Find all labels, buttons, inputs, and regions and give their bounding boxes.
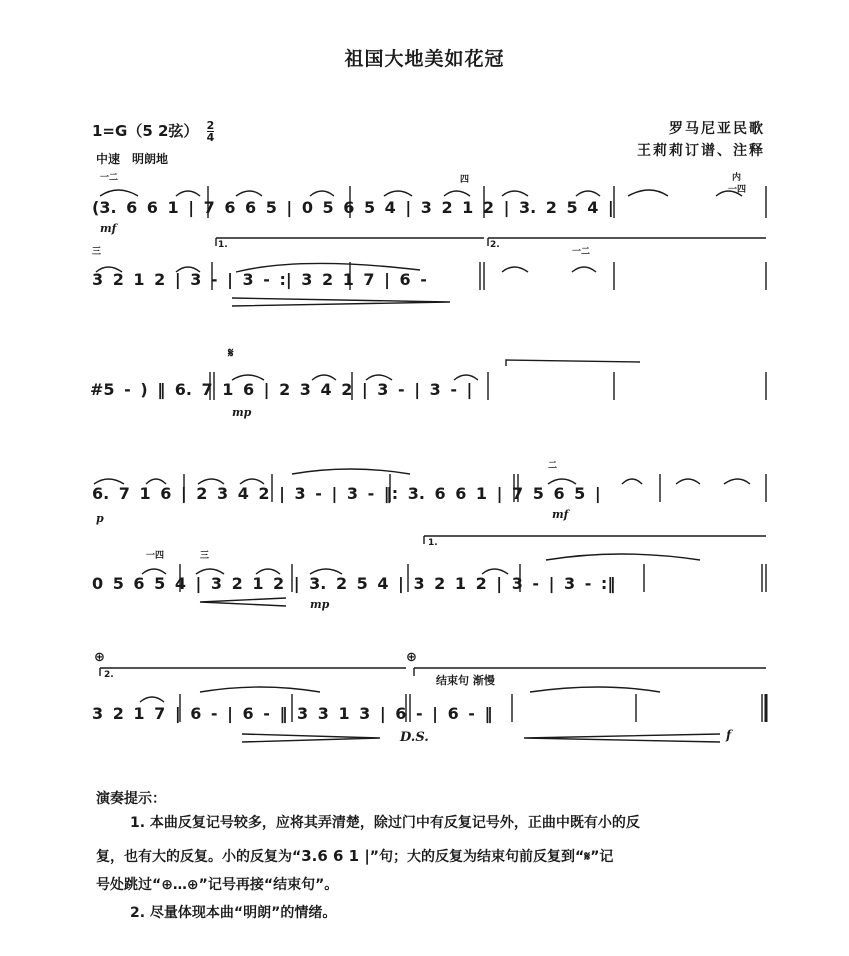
fingering-mark: 一二 bbox=[572, 247, 591, 257]
score-row-2: 3 2 1 2 | 3 - | 3 - :| 3 2 1 7 | 6 - bbox=[92, 270, 427, 289]
time-signature-top: 2 bbox=[206, 119, 215, 132]
fingering-mark: 一四 bbox=[728, 185, 747, 195]
fingering-mark: 一四 bbox=[146, 551, 165, 561]
dynamic-mf: mf bbox=[100, 222, 117, 235]
volta-2-label: 2. bbox=[104, 670, 114, 680]
fingering-mark: 四 bbox=[460, 175, 470, 185]
dynamic-p: p bbox=[96, 512, 104, 525]
tip-1-inline-notes: 3.6 6 1 | bbox=[301, 847, 370, 865]
composer-credit: 罗马尼亚民歌 bbox=[669, 121, 765, 137]
dynamic-mp: mp bbox=[232, 406, 252, 419]
tip-2: 2. 尽量体现本曲“明朗”的情绪。 bbox=[130, 905, 337, 921]
score-row-5: 0 5 6 5 4 | 3 2 1 2 | 3. 2 5 4 | 3 2 1 2 | 3 - | 3 - :‖ bbox=[92, 574, 616, 593]
fingering-mark: 三 bbox=[200, 551, 210, 561]
time-signature-bottom: 4 bbox=[206, 131, 215, 144]
ending-label: 结束句 渐慢 bbox=[436, 674, 495, 687]
fingering-mark: 内 bbox=[732, 173, 742, 183]
tip-1-text-after: ”句；大的反复为结束句前反复到“𝄋”记 bbox=[369, 849, 614, 865]
tip-1-line-2 bbox=[96, 846, 613, 866]
score-title: 祖国大地美如花冠 bbox=[344, 48, 505, 70]
coda-icon: ⊕ bbox=[406, 650, 417, 665]
dynamic-mf: mf bbox=[552, 508, 569, 521]
arranger-credit: 王莉莉订谱、注释 bbox=[637, 143, 765, 159]
key-text: 1=G（5 2弦） bbox=[92, 122, 199, 140]
fingering-mark: 一二 bbox=[100, 173, 119, 183]
score-row-6: 3 2 1 7 | 6 - | 6 - ‖ 3 3 1 3 | 6 - | 6 - ‖ bbox=[92, 704, 493, 723]
volta-2-label: 2. bbox=[490, 240, 500, 250]
dynamic-f: f bbox=[726, 728, 732, 742]
tip-1-line-3: 号处跳过“⊕…⊕”记号再接“结束句”。 bbox=[96, 877, 339, 893]
tips-heading: 演奏提示： bbox=[96, 791, 166, 807]
coda-icon: ⊕ bbox=[94, 650, 105, 665]
score-row-1: (3. 6 6 1 | 7 6 6 5 | 0 5 6 5 4 | 3 2 1 2 | 3. 2 5 4 | bbox=[92, 198, 614, 217]
fingering-mark: 三 bbox=[92, 247, 102, 257]
fingering-mark: 二 bbox=[548, 461, 558, 471]
segno-icon: 𝄋 bbox=[228, 346, 234, 361]
tempo-marking: 中速 明朗地 bbox=[96, 152, 169, 166]
volta-1-label: 1. bbox=[218, 240, 228, 250]
score-row-3: #5 - ) ‖ 6. 7 1 6 | 2 3 4 2 | 3 - | 3 - | bbox=[90, 380, 473, 399]
da-segno: D.S. bbox=[400, 730, 429, 745]
tip-1-line-1: 1. 本曲反复记号较多，应将其弄清楚，除过门中有反复记号外，正曲中既有小的反 bbox=[130, 815, 640, 831]
dynamic-mp: mp bbox=[310, 598, 330, 611]
score-row-4: 6. 7 1 6 | 2 3 4 2 | 3 - | 3 - ‖: 3. 6 6 1 | 7 5 6 5 | bbox=[92, 484, 601, 503]
tip-1-text-before: 复，也有大的反复。小的反复为“ bbox=[96, 849, 302, 865]
volta-1-label: 1. bbox=[428, 538, 438, 548]
